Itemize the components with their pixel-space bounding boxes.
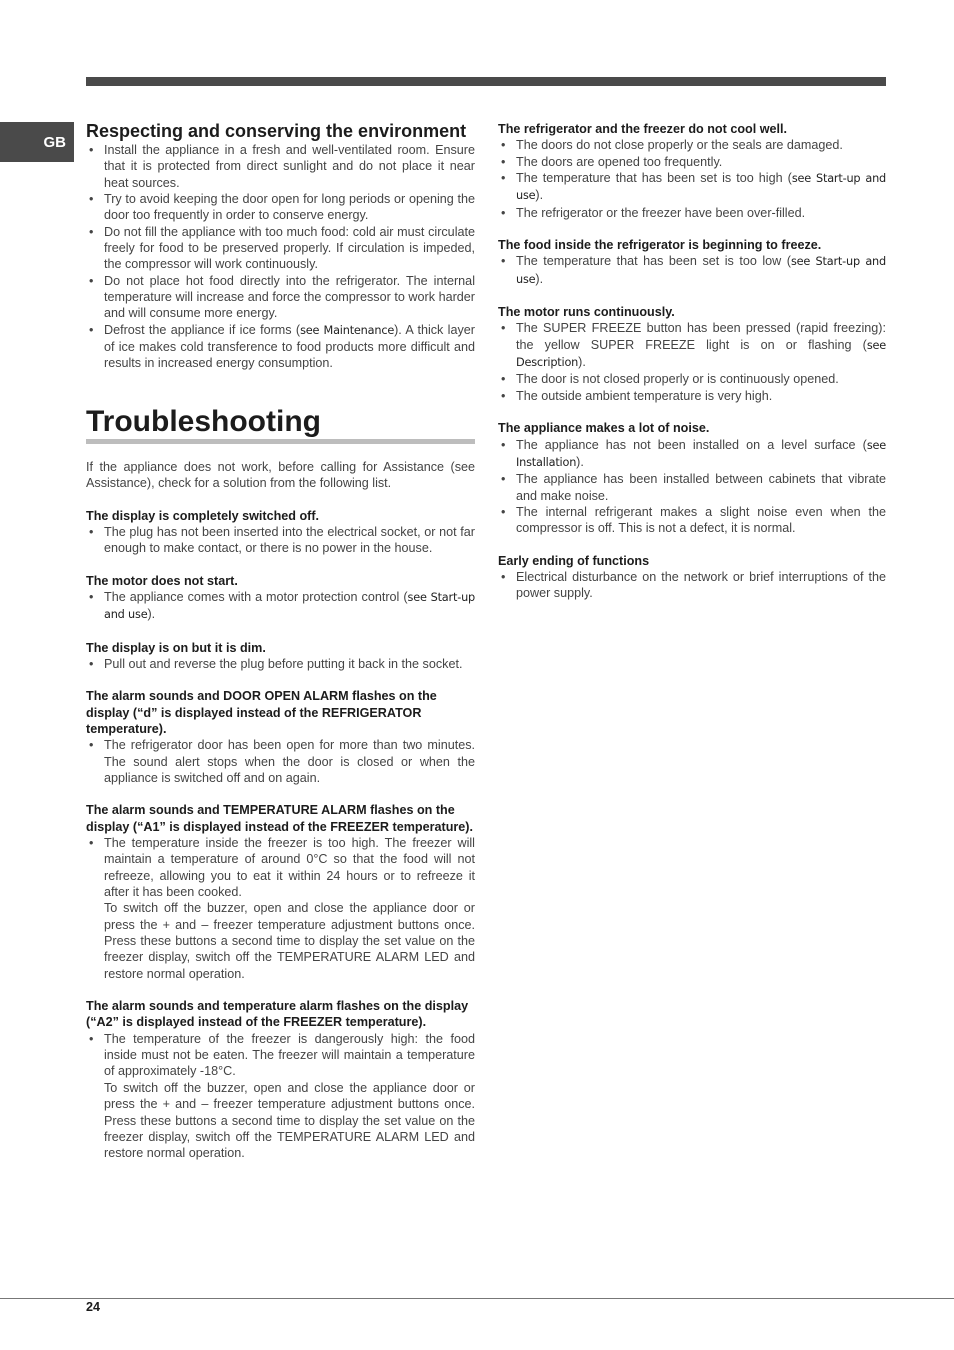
maintenance-reference: see Maintenance (300, 323, 395, 337)
list-item (498, 170, 886, 205)
page-title: Troubleshooting (86, 407, 475, 444)
list-item: • The refrigerator door has been open for more than two minutes. The sound alert stops when the door is closed or when the appliance is switched off and on again. (86, 737, 475, 786)
text: ). (147, 607, 156, 622)
text: To switch off the buzzer, open and close the appliance door or press the + and – freezer temperature adjustment buttons once. Press these buttons a second time to display the set value on the freezer display, switch off the TEMPERATURE ALARM LED and restore normal operation. (104, 1080, 475, 1161)
text: The SUPER FREEZE button has been pressed (rapid freezing): the yellow SUPER FREEZE light is on or flashing ( (516, 321, 886, 352)
list-item: • Do not place hot food directly into the refrigerator. The internal temperature will increase and force the compressor to work harder and will consume more energy. (86, 273, 475, 322)
solution-list (86, 737, 475, 786)
list-item: • The plug has not been inserted into the electrical socket, or not far enough to make contact, or there is no power in the house. (86, 524, 475, 557)
header-rule (86, 77, 886, 86)
problem-heading: The alarm sounds and temperature alarm flashes on the display (“A2” is displayed instead of the FREEZER temperature). (86, 999, 469, 1030)
text: ). (578, 355, 586, 370)
solution-list (86, 656, 475, 672)
list-item: • Do not fill the appliance with too much food: cold air must circulate freely for food to be preserved properly. If circulation is impeded, the compressor will work continuously. (86, 224, 475, 273)
list-item: • Pull out and reverse the plug before putting it back in the socket. (86, 656, 475, 672)
language-label: GB (43, 133, 66, 151)
right-column (498, 121, 886, 602)
problem-heading: The motor runs continuously. (498, 305, 675, 320)
solution-list (498, 253, 886, 288)
text: The appliance comes with a motor protection control ( (104, 589, 408, 604)
list-item (86, 835, 475, 982)
list-item: • The refrigerator or the freezer have been over-filled. (498, 205, 886, 221)
problem-heading: Early ending of functions (498, 553, 650, 568)
problem-heading: The display is completely switched off. (86, 508, 320, 523)
installation-reference: see Installation (516, 438, 886, 469)
problem-heading: The motor does not start. (86, 573, 238, 588)
list-item (498, 320, 886, 371)
text: ). (576, 454, 584, 469)
startup-reference: see Start-up and use (516, 172, 887, 203)
text: ). (535, 271, 544, 286)
text: The temperature that has been set is too high ( (516, 171, 792, 186)
list-item (498, 253, 886, 288)
list-item (498, 437, 886, 472)
list-item: • Try to avoid keeping the door open for long periods or opening the door too frequently in order to conserve energy. (86, 191, 475, 224)
list-item: • Electrical disturbance on the network or brief interruptions of the power supply. (498, 569, 886, 602)
text: To switch off the buzzer, open and close the appliance door or press the + and – freezer temperature adjustment buttons once. Press these buttons a second time to display the set value on the freezer display, switch off the TEMPERATURE ALARM LED and restore normal operation. (104, 901, 475, 981)
list-item (86, 1031, 475, 1162)
language-tab (0, 122, 74, 162)
solution-list (86, 589, 475, 624)
solution-list (86, 1031, 475, 1162)
solution-list (86, 524, 475, 557)
page-number: 24 (86, 1300, 101, 1314)
intro-paragraph: If the appliance does not work, before calling for Assistance (see Assistance), check for a solution from the following list. (86, 459, 475, 491)
text: Defrost the appliance if ice forms ( (104, 322, 301, 337)
problem-heading: The food inside the refrigerator is beginning to freeze. (498, 238, 822, 253)
text: The temperature that has been set is too low ( (516, 254, 791, 269)
solution-list (498, 437, 886, 537)
list-item (86, 322, 475, 372)
startup-reference: see Start-up and use (516, 255, 886, 286)
text: ). (535, 188, 544, 203)
list-item: • The doors are opened too frequently. (498, 154, 886, 170)
list-item: • The doors do not close properly or the seals are damaged. (498, 137, 886, 153)
text: The appliance has not been installed on a level surface ( (516, 437, 867, 452)
problem-heading: The alarm sounds and DOOR OPEN ALARM flashes on the display (“d” is displayed instead of the REFRIGERATOR temperature). (86, 689, 437, 736)
solution-list (498, 569, 886, 602)
text: The temperature inside the freezer is too high. The freezer will maintain a temperature of around 0°C so that the food will not refreeze, allowing you to eat it within 24 hours or to refreeze it after it has been cooked. (104, 836, 475, 900)
left-column (86, 122, 475, 1162)
solution-list (498, 137, 886, 221)
environment-list (86, 142, 475, 372)
footer-rule (0, 1298, 954, 1299)
problem-heading: The alarm sounds and TEMPERATURE ALARM flashes on the display (“A1” is displayed instead of the FREEZER temperature). (86, 803, 473, 834)
problem-heading: The appliance makes a lot of noise. (498, 421, 710, 436)
list-item: • The appliance has been installed between cabinets that vibrate and make noise. (498, 471, 886, 504)
list-item: • The door is not closed properly or is continuously opened. (498, 371, 886, 387)
list-item: • Install the appliance in a fresh and well-ventilated room. Ensure that it is protected from direct sunlight and do not place it near heat sources. (86, 142, 475, 191)
description-reference: see Description (516, 338, 886, 370)
list-item: • The outside ambient temperature is very high. (498, 388, 886, 404)
text: ). A thick layer of ice makes cold transference to food products more difficult and results in increased energy consumption. (104, 322, 475, 371)
solution-list (86, 835, 475, 982)
text: The temperature of the freezer is dangerously high: the food inside must not be eaten. The freezer will maintain a temperature of approximately -18°C. (104, 1031, 475, 1079)
problem-heading: The refrigerator and the freezer do not cool well. (498, 122, 788, 136)
problem-heading: The display is on but it is dim. (86, 640, 266, 655)
solution-list (498, 320, 886, 404)
environment-heading: Respecting and conserving the environment (86, 121, 467, 141)
startup-reference: see Start-up and use (104, 590, 476, 622)
list-item: • The internal refrigerant makes a slight noise even when the compressor is off. This is not a defect, it is normal. (498, 504, 886, 537)
list-item (86, 589, 475, 624)
